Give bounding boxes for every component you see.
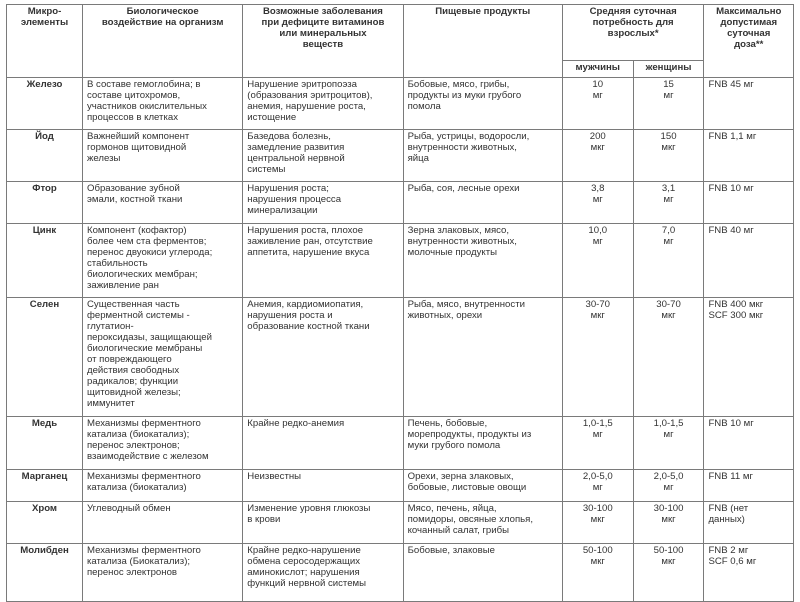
element-name: Фтор — [7, 182, 83, 224]
max-cell: FNB 11 мг — [704, 470, 794, 502]
diseases-cell: Анемия, кардиомиопатия, нарушения роста и образование костной ткани — [243, 298, 403, 417]
effect-cell: Механизмы ферментного катализа (биокатализ); перенос электронов; взаимодействие с железом — [82, 417, 242, 470]
diseases-cell: Нарушения роста; нарушения процесса минерализации — [243, 182, 403, 224]
header-max: Максимально допустимая суточная доза** — [704, 5, 794, 78]
max-cell: FNB 45 мг — [704, 78, 794, 130]
max-cell: FNB (нет данных) — [704, 502, 794, 544]
diseases-cell: Нарушение эритропоэза (образования эритроцитов), анемия, нарушение роста, истощение — [243, 78, 403, 130]
men-cell: 200 мкг — [562, 130, 633, 182]
table-row — [7, 298, 794, 417]
element-name: Марганец — [7, 470, 83, 502]
header-diseases: Возможные заболевания при дефиците витаминов или минеральных веществ — [243, 5, 403, 78]
max-cell: FNB 400 мкг SCF 300 мкг — [704, 298, 794, 417]
foods-cell: Орехи, зерна злаковых, бобовые, листовые овощи — [403, 470, 562, 502]
diseases-cell: Крайне редко-нарушение обмена серосодержащих аминокислот; нарушения функций нервной системы — [243, 544, 403, 602]
max-cell: FNB 10 мг — [704, 182, 794, 224]
effect-cell: Важнейший компонент гормонов щитовидной железы — [82, 130, 242, 182]
header-men: мужчины — [562, 61, 633, 78]
foods-cell: Рыба, соя, лесные орехи — [403, 182, 562, 224]
element-name: Йод — [7, 130, 83, 182]
max-cell: FNB 1,1 мг — [704, 130, 794, 182]
foods-cell: Бобовые, злаковые — [403, 544, 562, 602]
men-cell: 30-70 мкг — [562, 298, 633, 417]
women-cell: 1,0-1,5 мг — [633, 417, 704, 470]
foods-cell: Рыба, устрицы, водоросли, внутренности животных, яйца — [403, 130, 562, 182]
header-effect: Биологическое воздействие на организм — [82, 5, 242, 78]
table-row — [7, 544, 794, 602]
men-cell: 3,8 мг — [562, 182, 633, 224]
element-name: Селен — [7, 298, 83, 417]
diseases-cell: Неизвестны — [243, 470, 403, 502]
diseases-cell: Крайне редко-анемия — [243, 417, 403, 470]
effect-cell: Механизмы ферментного катализа (биокатализ) — [82, 470, 242, 502]
women-cell: 2,0-5,0 мг — [633, 470, 704, 502]
foods-cell: Мясо, печень, яйца, помидоры, овсяные хлопья, кочанный салат, грибы — [403, 502, 562, 544]
element-name: Молибден — [7, 544, 83, 602]
women-cell: 7,0 мг — [633, 224, 704, 298]
effect-cell: Образование зубной эмали, костной ткани — [82, 182, 242, 224]
element-name: Медь — [7, 417, 83, 470]
element-name: Железо — [7, 78, 83, 130]
men-cell: 50-100 мкг — [562, 544, 633, 602]
header-foods: Пищевые продукты — [403, 5, 562, 78]
header-element: Микро- элементы — [7, 5, 83, 78]
table-row — [7, 182, 794, 224]
women-cell: 30-100 мкг — [633, 502, 704, 544]
effect-cell: В составе гемоглобина; в составе цитохромов, участников окислительных процессов в клетках — [82, 78, 242, 130]
header-daily: Средняя суточная потребность для взрослых* — [562, 5, 704, 61]
diseases-cell: Базедова болезнь, замедление развития центральной нервной системы — [243, 130, 403, 182]
max-cell: FNB 10 мг — [704, 417, 794, 470]
women-cell: 150 мкг — [633, 130, 704, 182]
foods-cell: Бобовые, мясо, грибы, продукты из муки грубого помола — [403, 78, 562, 130]
men-cell: 10 мг — [562, 78, 633, 130]
men-cell: 1,0-1,5 мг — [562, 417, 633, 470]
table-row — [7, 502, 794, 544]
effect-cell: Углеводный обмен — [82, 502, 242, 544]
table-row — [7, 130, 794, 182]
effect-cell: Существенная часть ферментной системы - глутатион- пероксидазы, защищающей биологические мембраны от повреждающего действия свободных радикалов; функции щитовидной железы; иммунитет — [82, 298, 242, 417]
women-cell: 3,1 мг — [633, 182, 704, 224]
microelements-table — [6, 4, 794, 602]
table-row — [7, 78, 794, 130]
diseases-cell: Изменение уровня глюкозы в крови — [243, 502, 403, 544]
foods-cell: Рыба, мясо, внутренности животных, орехи — [403, 298, 562, 417]
men-cell: 30-100 мкг — [562, 502, 633, 544]
header-women: женщины — [633, 61, 704, 78]
table-row — [7, 470, 794, 502]
element-name: Хром — [7, 502, 83, 544]
table-row — [7, 417, 794, 470]
effect-cell: Компонент (кофактор) более чем ста ферментов; перенос двуокиси углерода; стабильность биологических мембран; заживление ран — [82, 224, 242, 298]
men-cell: 2,0-5,0 мг — [562, 470, 633, 502]
max-cell: FNB 40 мг — [704, 224, 794, 298]
max-cell: FNB 2 мг SCF 0,6 мг — [704, 544, 794, 602]
men-cell: 10,0 мг — [562, 224, 633, 298]
header-row — [7, 5, 794, 61]
foods-cell: Печень, бобовые, морепродукты, продукты из муки грубого помола — [403, 417, 562, 470]
women-cell: 30-70 мкг — [633, 298, 704, 417]
women-cell: 50-100 мкг — [633, 544, 704, 602]
foods-cell: Зерна злаковых, мясо, внутренности животных, молочные продукты — [403, 224, 562, 298]
diseases-cell: Нарушения роста, плохое заживление ран, отсутствие аппетита, нарушение вкуса — [243, 224, 403, 298]
element-name: Цинк — [7, 224, 83, 298]
table-row — [7, 224, 794, 298]
effect-cell: Механизмы ферментного катализа (Биокатализ); перенос электронов — [82, 544, 242, 602]
women-cell: 15 мг — [633, 78, 704, 130]
